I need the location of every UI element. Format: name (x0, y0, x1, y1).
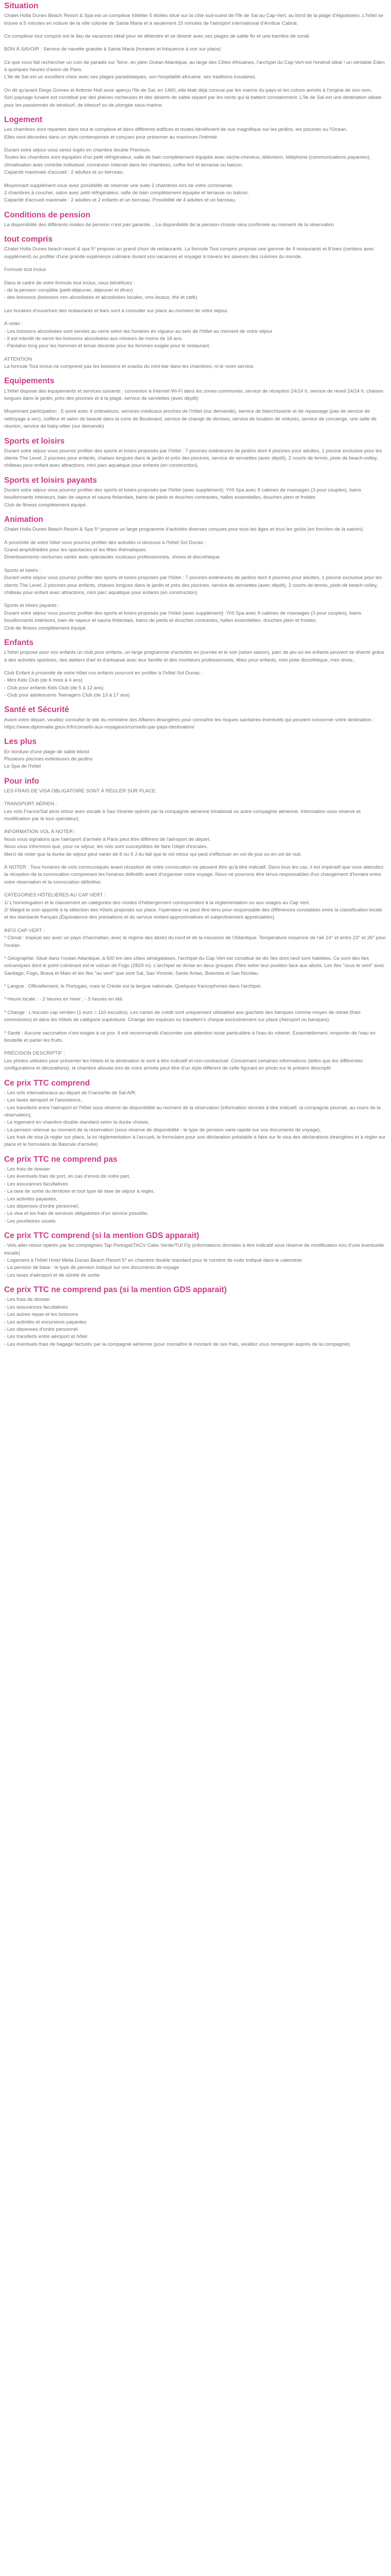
section-ce-prix-ttc-ne-comprend-pas-si-la-mention-gds-apparait (4, 1285, 387, 1348)
section-sante-et-securite (4, 705, 387, 731)
section-paragraph: Durant votre séjour vous serez logés en chambre double Premium. Toutes les chambres sont équipées d'un petit réfrigérateur, salle de bain complètement équipée avec sèche-cheveux, télévision, téléphone (communications payantes), climatisation avec contrôle individuel, connexion Internet dans les chambres, coffre fort et terrasse ou balcon. Capacité maximale d'accueil : 2 adultes et un berceau. (4, 147, 371, 176)
section-paragraph: Avant votre départ, veuillez consulter le site du ministère des Affaires étrangères pour connaître les risques sanitaires éventuels qui peuvent concerner votre destination : https://www.diplomatie.gouv.fr/fr/conseils-aux-voyageurs/conseils-par-pays-destination/ (4, 717, 374, 731)
section-paragraph: Ce complexe tout compris est le lieu de vacances idéal pour se détendre et se divertir avec ses plages de sable fin et une barrière de corail. (4, 33, 311, 39)
section-tout-compris (4, 234, 387, 370)
section-ce-prix-ttc-comprend (4, 1078, 387, 1149)
section-paragraph: L'hôtel propose pour vos enfants un club pour enfants, un large programme d'activités en journée et le soir (selon saison), parc de jeu où les enfants peuvent se divertir grâce à des activités sportives, des ateliers d'art et d'artisanat avec leur famille et des moniteurs professionnels, fêtes pour enfants, mini piste discothèque, mini show... (4, 650, 384, 663)
section-paragraph: Chalet Holla Dunes Beach Resort & Spa est un complexe hôtelier 5 étoiles situé sur la côte sud-ouest de l'île de Sal au Cap-Vert, au bord de la plage d'Algodoeiro. L'hôtel se trouve à 5 minutes en voiture de la ville colorée de Santa Maria et à seulement 15 minutes de l'aéroport international d'Amilcar Cabral. (4, 13, 384, 26)
section-paragraph: - Les vols internationaux au départ de France/Ile de Sal A/R, - Les taxes aéroport et l'assistance, - Les transferts entre l'aéroport et l'hôtel sous réserve de disponibilité au moment de la réservation (information donnée à titre indicatif, la compagnie pourrait, au cours de la réservation), - Le logement en chambre double standard selon la durée choisie, - La pension retenue au moment de la réservation (sous réserve de disponibilité - le type de pension varie rapide sur vos documents de voyage), - Les frais de visa (à régler sur place, la loi réglementation à l'accueil, le formulaire pour une déclaration préalable à faire sur le visa des déclarations étrangères et à régler sur place et le formulaire de Bascule d'arrivée) (4, 1090, 386, 1148)
section-paragraph: La disponibilité des différents modes de pension n'est pas garantie. , La disponibilité de la pension choisie sera confirmée au moment de la réservation (4, 222, 334, 228)
section-heading: Equipements (4, 377, 55, 386)
section-paragraph: L'hôtel dispose des équipements et services suivants : connexion à Internet Wi-Fi dans les zones communes, service de réception 24/24 h, service de réveil 24/24 h, chaises longues dans le jardin, prés des piscines et à la plage, service de serviettes (avec dépôt) (4, 388, 384, 401)
section-heading: Logement (4, 115, 43, 125)
section-heading: Animation (4, 515, 43, 524)
section-sports-et-loisirs (4, 436, 387, 470)
section-paragraph: À noter : - Les boissons alcoolisées sont servies au verre selon les horaires en vigueur au sein de l'hôtel au moment de votre séjour - Il est interdit de servir les boissons alcoolisées aux mineurs de moins de 18 ans. - Pantalon long pour les hommes et tenue décente pour les femmes exigée pour le restaurant. (4, 321, 273, 349)
section-paragraph: * Heure locale : - 2 heures en hiver ; - 3 heures en été. (4, 996, 124, 1003)
section-paragraph: Durant votre séjour vous pourrez profiter des sports et loisirs proposés par l'hôtel : 7 piscines extérieures de jardins dont 4 piscines pour adultes, 1 piscine exclusive pour les clients The Level, 2 piscines pour enfants, chaises longues dans le jardin et près des piscines, service de serviettes (avec dépôt), 2 courts de tennis, piste de beach-volley, château pour enfant avec attractions, mini parc aquatique pour enfants (en construction). (4, 448, 382, 469)
section-heading: Sports et loisirs (4, 436, 65, 446)
section-heading: Les plus (4, 737, 37, 747)
section-paragraph: Club Enfant à proximité de votre hôtel vos enfants pourront en profiter à l'hôtel Sol Dunas : - Mini Kids Club (de 6 mois à 4 ans) - Club pour enfants Kids Club (de 5 à 12 ans) - Club pour adolescents Teenagers Club (de 13 à 17 ans) (4, 670, 203, 699)
section-paragraph: À NOTER : Tous horaires de vols communiqués avant réception de votre convocation ne peuvent être qu'à titre indicatif. Dans tous les cas, il est impératif que vous attendiez la réception de la convocation comprenant les horaires définitifs avant d'organiser votre voyage. Nous ne pourrons être tenus responsables d'un changement d'horaire entre votre réservation et la convocation définitive. (4, 864, 384, 885)
section-paragraph: Chalet Holla Dunes beach resort & spa 5* propose un grand choix de restaurants. La formule Tout compris propose une gamme de 4 restaurants et 8 bars (certains avec supplément) ou profiter d'une grande expérience culinaire durant vos vacances et voyager à travers les saveurs des cuisines du monde. (4, 246, 374, 260)
section-heading: tout compris (4, 235, 53, 244)
section-heading: Sports et loisirs payants (4, 476, 97, 485)
section-paragraph: Chalet Holla Dunes Beach Resort & Spa 5* propose un large programme d'activités diverses conçues pour tous les âges et tous les goûts (en fonction de la saison). (4, 527, 364, 533)
hotel-description-document (0, 1, 391, 1366)
section-paragraph: * Change : L'escudo cap verdien (1 euro = 110 escudos). Les cartes de crédit sont uniquement utilisables aux guichets des banques comme moyen de retrait (frais commission) et dans les hôtels de catégorie supérieure. Change des espèces ou travellers's cheque exclusivement sur place (Aéroport ou banques). (4, 1009, 361, 1023)
section-conditions-de-pension (4, 210, 387, 229)
section-heading: Ce prix TTC comprend (4, 1078, 90, 1088)
section-paragraph: Moyennant supplément vous avez possibilité de réserver une suite 2 chambres lors de votre commande. 2 chambres à coucher, salon avec petit réfrigérateur, salle de bain complètement équipée et terrasse ou balcon. Capacité d'accueil maximale : 2 adultes et 2 enfants et un berceau. Possibilité de 4 adultes et un berceau. (4, 182, 249, 204)
section-paragraph: Les horaires d'ouverture des restaurants et bars sont à consulter sur place au moment de votre séjour. (4, 308, 229, 314)
section-paragraph: - Les frais de dossier - Les éventuels frais de port, en cas d'envoi de notre part, - Les assurances facultatives - La taxe de sortie du territoire et tout type de taxe de séjour à régler, - Les activités payantes, - Les dépenses d'ordre personnel, - Le visa et les frais de services obligatoires d'un service possible, - Les pourboires usuels. (4, 1166, 155, 1224)
section-paragraph: Sports et loisirs payants : Durant votre séjour vous pourrez profiter des sports et loisirs proposés par l'hôtel (avec supplément): YHI Spa avec 9 cabines de massages (3 pour couples), bains bouillonnants intérieurs, bain de vapeur et sauna finlandais, bains de pieds et douches contrastes, halles essentielles, douches plein et froides. Club de fitness complètement équipé. (4, 603, 362, 631)
section-paragraph: TRANSPORT AÉRIEN : Les vols France/Sal ainsi retour avec escale à Sao Vicente opérés par la compagnie aérienne binational ou autre compagnie aérienne. Information vous réserve et modification par le tour opérateur). (4, 801, 361, 822)
section-logement (4, 115, 387, 205)
section-sports-et-loisirs-payants (4, 476, 387, 509)
section-heading: Ce prix TTC comprend (si la mention GDS apparait) (4, 1231, 200, 1241)
section-paragraph: Formule tout inclus (4, 267, 46, 273)
section-paragraph: LES FRAIS DE VISA OBLIGATOIRE SONT À RÉGLER SUR PLACE. (4, 788, 157, 794)
section-paragraph: BON À SAVOIR : Service de navette gratuite à Santa Maria (horaires et fréquence à voir sur place) (4, 46, 221, 53)
section-paragraph: CATÉGORIES HÔTELIÈRES AU CAP VERT : 1/ L'homologation et le classement en catégories des modes d'hébergement correspondent à la réglementation ou aux usages au Cap Vert. 2/ Malgré le soin apporté à la sélection des hôtels proposés sur place, l'opérateur ne peut être tenu pour responsable des différences constatées entre la classification locale et les standards français (Équivalence des prestations et du service restant approximatives et subjectivement appréciables). (4, 892, 382, 921)
section-heading: Pour info (4, 776, 40, 786)
section-ce-prix-ttc-ne-comprend-pas (4, 1155, 387, 1225)
section-paragraph: Moyennant participation : E-point avec 4 ordinateurs, services médicaux proches de l'hôtel (sur demande), service de blanchisserie et de repassage (pas de service de nettoyage à sec), coiffeur et salon de beauté dans la zone de Boulevard, service de change de devises, service de location de voitures, service de concierge, une salle de réunion, service de baby-sitter (sur demande) (4, 409, 377, 430)
section-paragraph: Durant votre séjour vous pourrez profiter des sports et loisirs proposés par l'hôtel (avec supplément): YHI Spa avec 9 cabines de massages (3 pour couples), bains bouillonnants intérieurs, bain de vapeur et sauna finlandais, bains de pieds et douches contrastes, halles essentielles, douches plein et froides Club de fitness complètement équipé. (4, 487, 362, 508)
section-paragraph: ATTENTION La formule Tout inclus ne comprend pas les boissons et snacks du mini-bar dans les chambres, ni le room service. (4, 356, 255, 370)
section-paragraph: On dit qu'avant Diego Gomes et Antonio Noli avoir aperçu l'île de Sal, en 1460, elle était déjà connue par les marins du pays et les colons arrivés à l'origine de son nom. Son paysage lunaire est constitué par des plaines rocheuses et des déserts de sable séparé par les vents qui la battent constamment. L'île de Sal est une destination idéale pour les passionnés de windsurf, de kitesurf ou de plongée sous-marine. (4, 87, 382, 108)
section-paragraph: Les chambres sont réparties dans tout le complexe et dans différents édifices et toutes bénéficient de vue magnifique sur les jardins, les piscines ou l'Océan. Elles sont décorées dans un style contemporain et conçues pour préserver au maximum l'intimité. (4, 127, 348, 140)
section-ce-prix-ttc-comprend-si-la-mention-gds-apparait (4, 1231, 387, 1279)
section-situation (4, 1, 387, 109)
section-paragraph: Ce que vous fait rechercher un coin de paradis sur Terre, en plein Océan Atlantique, au large des Côtes Africaines, l'archipel du Cap-Vert est l'endroit idéal ! un véritable Eden à quelques heures d'avion de Paris. L'île de Sal est un excellent choix avec ses plages paradisiaques, son hospitalité africaine, ses traditions insulaires. (4, 59, 385, 80)
section-animation (4, 515, 387, 632)
section-les-plus (4, 737, 387, 770)
section-heading: Conditions de pension (4, 210, 91, 219)
section-paragraph: INFORMATION VOL À NOTER : Nous vous signalons que l'aéroport d'arrivée à Paris peut être différent de l'aéroport de départ. Nous vous informons que, pour ce séjour, les vols sont susceptibles de faire l'objet d'escales. Merci de noter que la durée de séjour peut varier de 8 ou 9 J du fait que le vol retour qui peut s'effectuer en vol de jour ou en vol de nuit. (4, 829, 302, 857)
section-paragraph: En bordure d'une plage de sable blond Plusieurs piscines extérieures de jardins Le Spa de l'hôtel (4, 749, 93, 770)
section-paragraph: À proximité de votre hôtel vous pourrez profiter des activités ci-dessous à l'hôtel Sol Dunas : Grand amphithéâtre pour les spectacles et les fêtes thématiques. Divertissements nocturnes variés avec spectacles musicaux professionnels, shows et discothèque. (4, 539, 221, 561)
section-heading: Santé et Sécurité (4, 705, 69, 715)
section-heading: Situation (4, 2, 39, 10)
section-paragraph: * Santé : Aucune vaccination n'est exigée à ce jour. Il est recommandé d'accorder une attention toute particulière à l'eau du robinet. Essentiellement, emporter de l'eau en bouteille et parler les fruits. (4, 1030, 376, 1044)
section-paragraph: * Géographie: Situé dans l'océan Atlantique, à 500 km des côtes sénégalaises, l'archipel du Cap Vert est constitué de dix îles dont neuf sont habitées. Ce sont des îles volcaniques dont le point culminant est le volcan de Fogo (2829 m). L'archipel se divise en deux groupes d'îles selon leur position face aux alizés. Les îles "sous le vent" avec Santiago, Fogo, Brava et Maio et les îles "au vent" que sont Sal, Sao Vicente, Santo Antao, Boavista et Sao Nicolau. (4, 955, 385, 976)
section-paragraph: Sports et loisirs : Durant votre séjour vous pourrez profiter des sports et loisirs proposés par l'hôtel : 7 piscines extérieures de jardins dont 4 piscines pour adultes, 1 piscine exclusive pour les clients The Level, 2 piscines pour enfants, chaises longues dans le jardin et près des piscines, service de serviettes (avec dépôt), 2 courts de tennis, piste de beach-volley, château pour enfant avec attractions, mini parc aquatique pour enfants (en construction) (4, 567, 382, 596)
section-paragraph: - Vols aller-retour opérés par les compagnies Tap Portugal/TACV Cabo Verde/TUI Fly (informations données à titre indicatif sous réserve de modification lors d'une éventuelle escale) - Logement à l'hôtel Hotel Melia Dunas Beach Resort 5* en chambre double standard pour le nombre de nuits indiqué dans le calendrier - La pension de base : le type de pension indiqué sur vos documents de voyage - Les taxes d'aéroport et de sûreté de sortie (4, 1243, 384, 1278)
section-paragraph: - Les frais de dossier - Les assurances facultatives - Les autres repas et les boissons - Les activités et excursions payantes - Les dépenses d'ordre personnel - Les transferts entre aéroport et hôtel - Les éventuels frais de bagage facturés par la compagnie aérienne (pour connaître le montant de ces frais, veuillez vous renseigner auprès de la compagnie) (4, 1297, 350, 1347)
section-heading: Enfants (4, 638, 34, 647)
section-pour-info (4, 776, 387, 1073)
section-paragraph: Dans le cadre de votre formule tout inclus, vous bénéficiez : - de la pension complète (petit-déjeuner, déjeuner et dîner) - des boissons (boissons non alcoolisées et alcoolisées locales, vins locaux, thé et café) (4, 280, 197, 301)
section-enfants (4, 638, 387, 699)
section-heading: Ce prix TTC ne comprend pas (si la mention GDS apparait) (4, 1285, 227, 1295)
section-paragraph: * Langue : Officiellement, le Portugais, mais le Créole est la langue nationale. Quelques francophones dans l'archipel. (4, 984, 262, 990)
section-heading: Ce prix TTC ne comprend pas (4, 1155, 118, 1164)
section-equipements (4, 376, 387, 430)
section-paragraph: PRÉCISION DESCRIPTIF : Les photos utilisées pour présenter les hôtels et la destination le sont à titre indicatif et non-contractuel. Concernant certaines informations (telles que les différentes configurations et décorations), la chambre allouée lors de votre arrivée peut être d'un style différent de celle figurant en photo sur le présent descriptif. (4, 1050, 363, 1072)
section-paragraph: INFO CAP VERT : * Climat : tropical sec avec un pays d'harmattan, avec le régime des alizés du nord et de la mousson de l'Atlantique. Température moyenne de l'air 24° et entre 23° et 26° pour l'océan. (4, 927, 386, 948)
